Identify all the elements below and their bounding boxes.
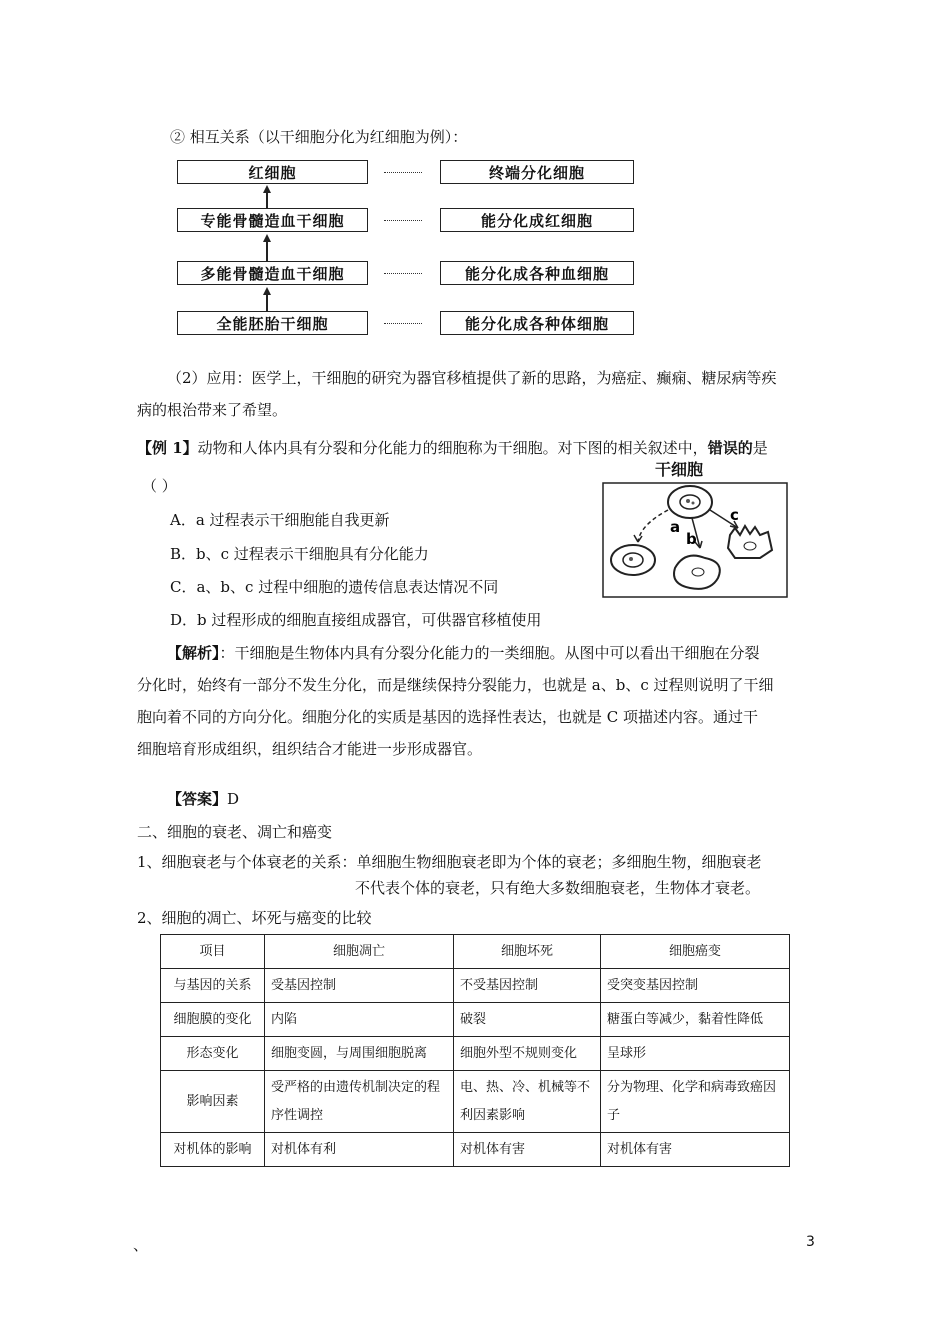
example-stem (137, 437, 768, 458)
table-row (161, 1003, 790, 1037)
table-cell: 细胞外型不规则变化 (454, 1037, 601, 1071)
analysis-tag: 【解析】 (167, 644, 220, 662)
application-line-1: （2）应用：医学上，干细胞的研究为器官移植提供了新的思路，为癌症、癫痫、糖尿病等疾 (167, 369, 777, 387)
table-cell: 对机体有害 (454, 1133, 601, 1167)
label-b: b (686, 530, 697, 548)
table-cell: 受严格的由遗传机制决定的程序性调控 (265, 1071, 454, 1133)
analysis-line-1: ：干细胞是生物体内具有分裂分化能力的一类细胞。从图中可以看出干细胞在分裂 (219, 644, 760, 662)
dotted-connector (384, 220, 422, 221)
table-cell: 对机体有利 (265, 1133, 454, 1167)
table-cell: 呈球形 (601, 1037, 790, 1071)
table-cell: 受突变基因控制 (601, 969, 790, 1003)
table-cell: 内陷 (265, 1003, 454, 1037)
table-header: 项目 (161, 935, 265, 969)
analysis-line-4: 细胞培育形成组织，组织结合才能进一步形成器官。 (137, 740, 483, 758)
table-cell: 对机体的影响 (161, 1133, 265, 1167)
stem-cell-icon (668, 486, 712, 518)
example-stem-end: 是 (752, 439, 768, 457)
dotted-connector (384, 172, 422, 173)
right-box-2: 能分化成红细胞 (440, 208, 634, 232)
application-paragraph (137, 362, 817, 426)
dotted-connector (384, 323, 422, 324)
table-header: 细胞坏死 (454, 935, 601, 969)
table-cell: 细胞膜的变化 (161, 1003, 265, 1037)
option-d: D．b 过程形成的细胞直接组成器官，可供器官移植使用 (170, 611, 542, 629)
dotted-connector (384, 273, 422, 274)
table-cell: 受基因控制 (265, 969, 454, 1003)
table-row (161, 969, 790, 1003)
table-cell: 形态变化 (161, 1037, 265, 1071)
section2-item1-line1: 1、细胞衰老与个体衰老的关系：单细胞生物细胞衰老即为个体的衰老；多细胞生物，细胞衰老 (137, 853, 762, 871)
example-paren: （ ） (142, 477, 177, 495)
option-c: C．a、b、c 过程中细胞的遗传信息表达情况不同 (170, 578, 499, 596)
left-box-4: 全能胚胎干细胞 (177, 311, 368, 335)
section2-title: 二、细胞的衰老、凋亡和癌变 (137, 823, 333, 841)
table-cell: 与基因的关系 (161, 969, 265, 1003)
answer-value: D (227, 790, 240, 808)
right-box-3: 能分化成各种血细胞 (440, 261, 634, 285)
example-tag: 【例 1】 (137, 439, 198, 457)
arrow-shaft (266, 241, 268, 261)
stem-cell-figure (600, 480, 790, 600)
left-box-1: 红细胞 (177, 160, 368, 184)
footer-mark: 、 (133, 1236, 149, 1254)
section2-item1-line2: 不代表个体的衰老，只有绝大多数细胞衰老，生物体才衰老。 (355, 879, 761, 897)
comparison-table (160, 934, 790, 1167)
daughter-stem-cell-icon (611, 545, 655, 575)
arrow-a-icon (638, 510, 668, 542)
right-box-4: 能分化成各种体细胞 (440, 311, 634, 335)
table-row (161, 1071, 790, 1133)
arrow-shaft (266, 294, 268, 311)
table-header-row (161, 935, 790, 969)
table-cell: 影响因素 (161, 1071, 265, 1133)
table-cell: 破裂 (454, 1003, 601, 1037)
answer-tag: 【答案】 (167, 790, 228, 808)
table-row (161, 1133, 790, 1167)
table-cell: 糖蛋白等减少，黏着性降低 (601, 1003, 790, 1037)
analysis-paragraph (137, 637, 817, 765)
example-stem-bold: 错误的 (707, 439, 753, 457)
arrow-shaft (266, 192, 268, 208)
application-line-2: 病的根治带来了希望。 (137, 401, 288, 419)
epithelial-cell-icon (728, 526, 772, 558)
example-stem-text: 动物和人体内具有分裂和分化能力的细胞称为干细胞。对下图的相关叙述中， (197, 439, 708, 457)
analysis-line-2: 分化时，始终有一部分不发生分化，而是继续保持分裂能力，也就是 a、b、c 过程则说明了干细 (137, 676, 774, 694)
section2-item2: 2、细胞的凋亡、坏死与癌变的比较 (137, 909, 372, 927)
option-a: A．a 过程表示干细胞能自我更新 (170, 511, 390, 529)
left-box-3: 多能骨髓造血干细胞 (177, 261, 368, 285)
option-b: B．b、c 过程表示干细胞具有分化能力 (170, 545, 429, 563)
label-c: c (730, 506, 739, 524)
table-cell: 细胞变圆，与周围细胞脱离 (265, 1037, 454, 1071)
left-box-2: 专能骨髓造血干细胞 (177, 208, 368, 232)
table-cell: 电、热、冷、机械等不利因素影响 (454, 1071, 601, 1133)
table-header: 细胞癌变 (601, 935, 790, 969)
table-header: 细胞凋亡 (265, 935, 454, 969)
page-number: 3 (806, 1234, 815, 1250)
answer (167, 788, 239, 809)
irregular-cell-icon (674, 556, 720, 589)
figure-title: 干细胞 (655, 460, 704, 479)
table-row (161, 1037, 790, 1071)
table-cell: 对机体有害 (601, 1133, 790, 1167)
table-cell: 不受基因控制 (454, 969, 601, 1003)
label-a: a (670, 518, 681, 536)
analysis-line-3: 胞向着不同的方向分化。细胞分化的实质是基因的选择性表达，也就是 C 项描述内容。通过干 (137, 708, 759, 726)
table-cell: 分为物理、化学和病毒致癌因子 (601, 1071, 790, 1133)
diagram-heading: ② 相互关系（以干细胞分化为红细胞为例）： (170, 128, 468, 146)
right-box-1: 终端分化细胞 (440, 160, 634, 184)
